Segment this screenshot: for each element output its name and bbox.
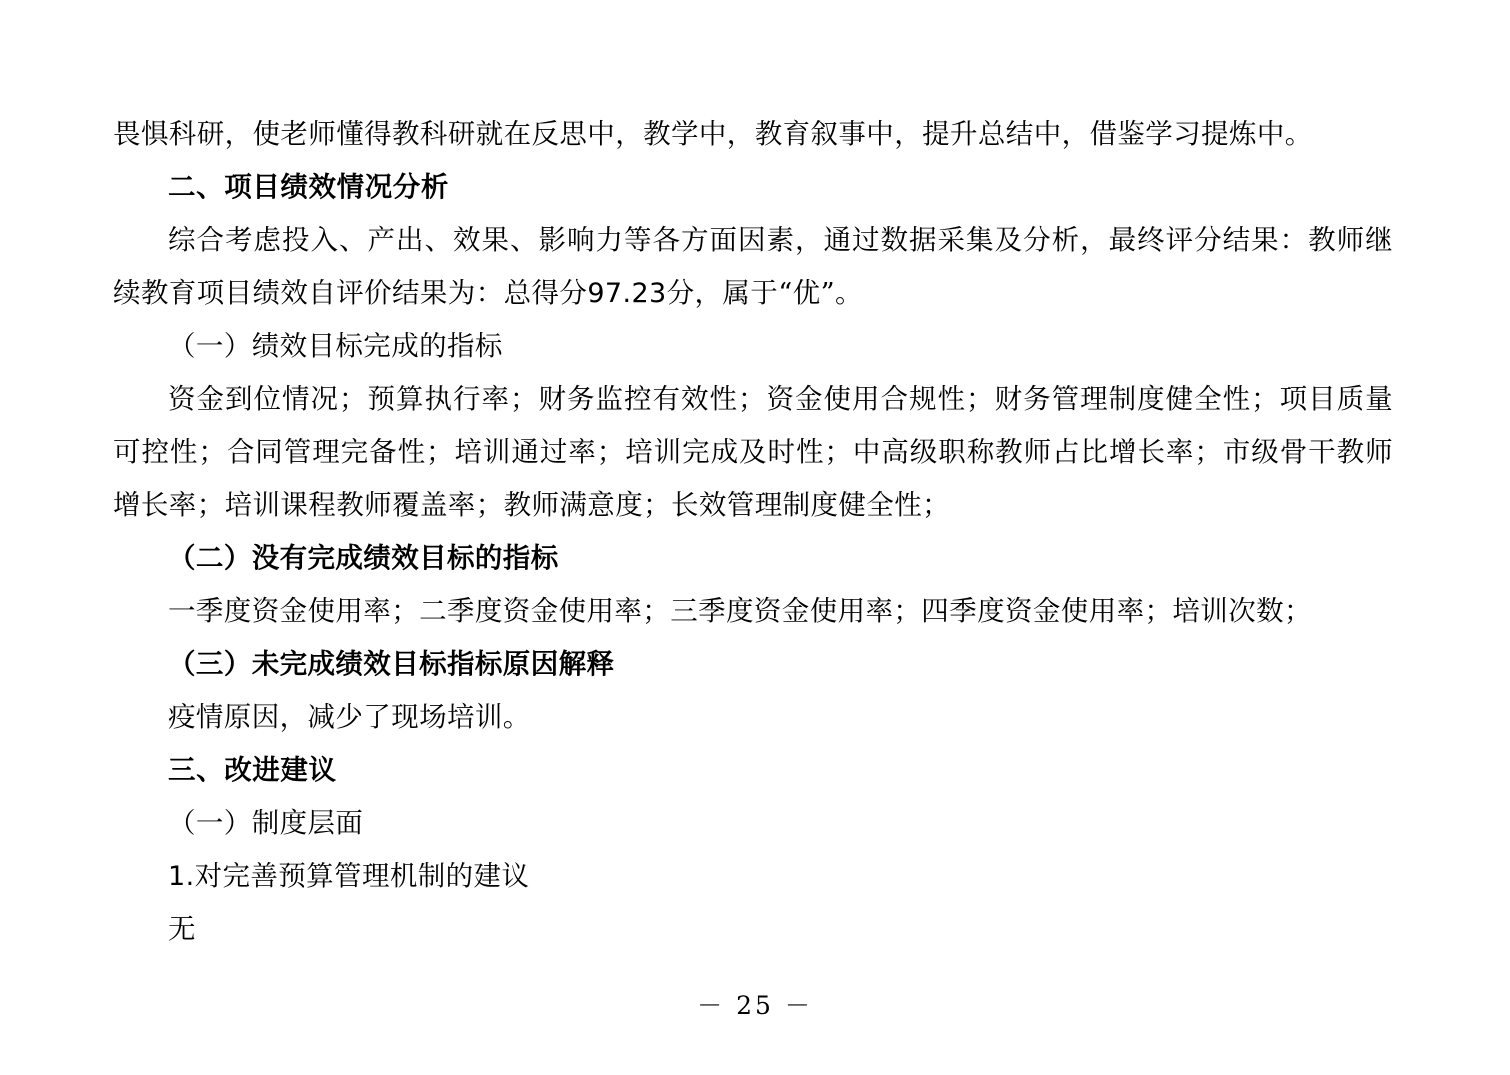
heading-sub-two: （二）没有完成绩效目标的指标 [168,542,559,574]
paragraph-reason: 疫情原因，减少了现场培训。 [168,701,531,733]
paragraph-continuation: 畏惧科研，使老师懂得教科研就在反思中，教学中，教育叙事中，提升总结中，借鉴学习提炼中。 [113,118,1313,150]
document-body [113,108,1393,956]
list-item-one [113,850,1393,903]
heading-sub-one: （一）绩效目标完成的指标 [168,330,503,362]
performance-intro-text-part2: 分，属于“优”。 [666,277,863,309]
performance-score-value: 97.23 [587,278,667,309]
heading-section-three: 三、改进建议 [168,754,337,786]
list-item-one-text: 对完善预算管理机制的建议 [194,860,530,892]
paragraph-performance-intro [113,214,1393,320]
heading-sub-system: （一）制度层面 [168,807,364,839]
heading-sub-three: （三）未完成绩效目标指标原因解释 [168,648,615,680]
paragraph-uncompleted-indicators: 一季度资金使用率；二季度资金使用率；三季度资金使用率；四季度资金使用率；培训次数； [168,595,1312,627]
heading-section-two: 二、项目绩效情况分析 [168,171,449,203]
list-item-one-answer: 无 [168,913,196,945]
page-footer: － 25 － [697,991,813,1020]
paragraph-completed-indicators: 资金到位情况；预算执行率；财务监控有效性；资金使用合规性；财务管理制度健全性；项目质量可控性；合同管理完备性；培训通过率；培训完成及时性；中高级职称教师占比增长率；市级骨干教师增长率；培训课程教师覆盖率；教师满意度；长效管理制度健全性； [113,383,1393,521]
list-item-one-number: 1. [168,861,195,892]
performance-intro-text-part1: 综合考虑投入、产出、效果、影响力等各方面因素，通过数据采集及分析，最终评分结果：教师继续教育项目绩效自评价结果为：总得分 [113,224,1393,309]
